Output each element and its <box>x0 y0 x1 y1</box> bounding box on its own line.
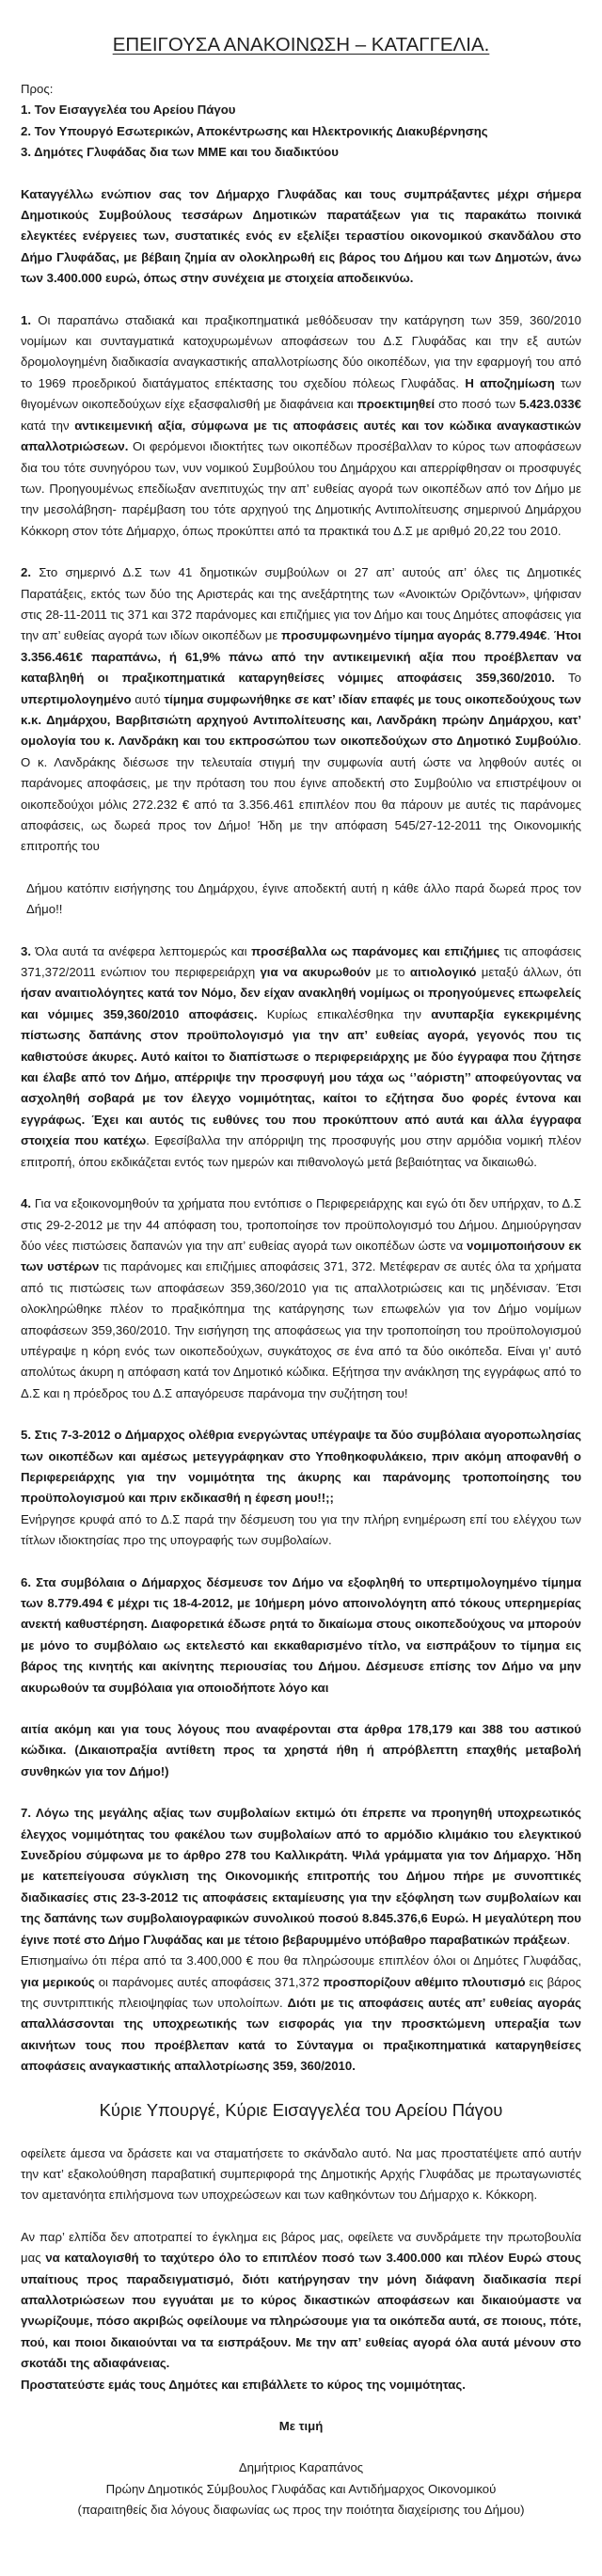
recipients-block <box>21 79 581 164</box>
bold-run: προεκτιμηθεί <box>356 397 436 412</box>
signer-role: Πρώην Δημοτικός Σύμβουλος Γλυφάδας και Αντιδήμαρχος Οικονομικού <box>105 2481 497 2496</box>
bold-run: 6. Στα συμβόλαια ο Δήμαρχος δέσμευσε τον Δήμο να εξοφληθή το υπερτιμολογημένο τίμημα των 8.779.494 € μέχρι τις 18-4-2012, με 10ήμερη μόνο αποινολόγητη από τόκους υπερημερίας ανεκτή καθυστέρηση. Διαφορετικά έδωσε ρητά το δικαίωμα στους οικοπεδούχους να μπορούν με μόνο το συμβόλαιο ως εκτελεστό και εκκαθαρισμένο τίτλο, να εισπράξουν το τίμημα εις βάρος της κινητής και ακίνητης περιουσίας του Δήμου. <box>21 1574 581 1674</box>
bold-run: να καταλογισθή το ταχύτερο όλο το επιπλέον ποσό των 3.400.000 και πλέον Ευρώ στους υπαίτιους προς παραδειγματισμό, διότι κατήργησαν την μόνη διάφανη διαδικασία περί απαλλοτριώσεων που εγγυάται με το κύρος δικαστικών αποφάσεων και δικαιούμαστε να γνωρίζουμε, πόσο ακριβώς οφείλουμε να πληρώσουμε για τα οικόπεδα αυτά, σε ποιους, πότε, πού, και ποιοι δικαιούνται να τα εισπράξουν. Με την απ’ ευθείας αγορά όλα αυτά μένουν στο σκοτάδι της αδιαφάνειας. <box>21 2251 581 2371</box>
paragraph-5-note: Ενήργησε κρυφά από το Δ.Σ παρά την δέσμευση του για την πλήρη ενημέρωση επί του ελέγχου των τίτλων ιδιοκτησίας προ της υπογραφής των συμβολαίων. <box>21 1511 581 1548</box>
text-run: Οι παραπάνω σταδιακά και πραξικοπηματικά μεθόδευσαν την κατάργηση των 359, 360/2010 νομίμων και συνταγματικά κατοχυρωμένων αποφάσεων του Δ.Σ Γλυφάδας και την εξ αυτών δρομολογημένη διαδικασία αναγκαστικής απαλλοτρίωσης δύο οικοπέδων, για την εφαρμογή του από το 1969 προεδρικού διατάγματος επέκτασης του σχεδίου πόλεως Γλυφάδας. <box>21 312 581 390</box>
text-run: κατά την <box>21 418 75 433</box>
closing-plea <box>21 2375 581 2395</box>
bold-run: για μερικούς <box>21 1974 95 1989</box>
paragraph-8: οφείλετε άμεσα να δράσετε και να σταματήσετε το σκάνδαλο αυτό. Να μας προστατέψετε από αυτήν την κατ’ εξακολούθηση παραβατική συμπεριφορά της Δημοτικής Αρχής Γλυφάδας με πρωταγωνιστές τον αμετανόητα επιλήσμονα των υποχρεώσεων και των καθηκόντων του Δήμαρχο κ. Κόκκορη. <box>21 2145 581 2203</box>
paragraph-number: 3. <box>21 943 31 958</box>
recipients-label: Προς: <box>21 82 54 96</box>
bold-run: ανυπαρξία εγκεκριμένης πίστωσης δαπάνης στον προϋπολογισμό για την απ’ ευθείας αγορά, γεγονός που τις καθιστούσε άκυρες. Αυτό καίτοι το διαπίστωσε ο περιφερειάρχης με δύο έγγραφα που ζήτησε και έλαβε από τον Δήμο, απέρριψε την προσφυγή μου τάχα ως ‘’αόριστη’’ αποφεύγοντας να ασχοληθή σοβαρά με τον έλεγχο νομιμότητας, καίτοι το εζήτησα δυο φορές έντονα και εγγράφως. Έχει και αυτός τις ευθύνες του που προκύπτουν από αυτά και άλλα έγγραφα στοιχεία που κατέχω <box>21 1006 581 1148</box>
paragraph-2-continued: Δήμου κατόπιν εισήγησης του Δημάρχου, έγινε αποδεκτή αυτή η κάθε άλλο παρά δωρεά προς τον Δήμο!! <box>26 880 581 917</box>
intro-paragraph <box>21 184 581 290</box>
text-run: μεταξύ άλλων, ότι <box>476 965 581 980</box>
bold-run: προσέβαλλα ως παράνομες και επιζήμιες <box>251 943 500 958</box>
text-run: εις βάρος της συντριπτικής πλειοψηφίας των υπολοίπων. <box>21 1974 581 2010</box>
bold-run: Δέσμευσε επίσης τον Δήμο να μην ακυρωθούν τα συμβόλαια για οποιοδήποτε λόγο και <box>21 1659 581 1695</box>
text-run: των θιγομένων οικοπεδούχων είχε εξασφαλισθή με διαφάνεια και <box>21 375 582 412</box>
signature-block <box>21 2416 581 2521</box>
document-title: ΕΠΕΙΓΟΥΣΑ ΑΝΑΚΟΙΝΩΣΗ – ΚΑΤΑΓΓΕΛΙΑ. <box>112 34 490 55</box>
paragraph-number: 2. <box>21 565 31 580</box>
recipient-item: 1. Τον Εισαγγελέα του Αρείου Πάγου <box>21 103 236 118</box>
bold-run: αιτιολογικό <box>409 965 477 980</box>
text-run: τις παράνομες και επιζήμιες αποφάσεις 371, 372. Μετέφεραν σε αυτές όλα τα χρήματα από τις πιστώσεις των αποφάσεων 359,360/2010 για τις απαλλοτριώσεις και τις μηδένισαν. Έτσι ολοκληρώθηκε πλέον το πραξικόπημα της κατάργησης των επωφελών για τον Δήμο νομίμων αποφάσεων 359,360/2010. Την εισήγηση της αποφάσεως για την τροποποίηση του προϋπολογισμού υπέγραψε η κόρη ενός των οικοπεδούχων, συγκάτοχος σε ένα από τα δύο οικόπεδα. Είναι γι’ αυτό απολύτως άκυρη η απόφαση κατά τον Δημοτικό κώδικα. Εξήτησα την ανάκληση της εγγράφως από το Δ.Σ και η πρόεδρος του Δ.Σ απαγόρευσε παράνομα την συζήτηση του! <box>21 1259 581 1400</box>
text-run: Κυρίως επικαλέσθηκα την <box>257 1006 432 1021</box>
text-run: στο ποσό των <box>435 397 519 412</box>
text-run: Οι φερόμενοι ιδιοκτήτες των οικοπέδων προσέβαλλαν το κύρος των αποφάσεων δια του τότε συνηγόρου των, νυν νομικού Συμβούλου του Δημάρχου και απερρίφθησαν οι προσφυγές των. Προηγουμένως επεδίωξαν ανεπιτυχώς την απ’ ευθείας αγορά των οικοπέδων από τον Δήμο με την μεσολάβηση- παρέμβαση του τότε αρχηγού της Δημοτικής Αντιπολίτευσης σημερινού Δημάρχου Κόκκορη στον τότε Δήμαρχο, όπως προκύπτει από τα πρακτικά του Δ.Σ με αριθμό 20,22 του 2010. <box>21 439 581 538</box>
paragraph-number: 1. <box>21 312 31 327</box>
text-run: Το <box>554 671 581 686</box>
bold-run: για να ακυρωθούν <box>260 965 372 980</box>
paragraph-4 <box>21 1193 581 1404</box>
bold-run: ήσαν αναιτιολόγητες κατά τον Νόμο, δεν είχαν ανακληθή νομίμως οι προηγούμενες επωφελείς και νόμιμες 359,360/2010 αποφάσεις. <box>21 986 581 1021</box>
bold-run: 5.423.033€ <box>518 397 581 412</box>
bold-run: Η αποζημίωση <box>465 375 555 390</box>
text-run: . Εφεσίβαλλα την απόρριψη της προσφυγής μου στην αρμόδια νομική πλέον επιτροπή, όπου εκδικάζεται εντός των ημερών και πιθανολογώ μετά βεβαιότητας να δικαιωθώ. <box>21 1133 582 1169</box>
paragraph-7-note <box>21 1951 581 2077</box>
text-run: Στο σημερινό Δ.Σ των 41 δημοτικών συμβούλων οι 27 απ’ αυτούς απ’ όλες τις Δημοτικές Παρατάξεις, εκτός των δύο της Αριστεράς και της ανεξάρτητης των «Ανοικτών Οριζόντων», ψήφισαν στις 28-11-2011 τις 371 και 372 παράνομες και επιζήμιες για τον Δήμο και τους Δημότες αποφάσεις για την απ’ ευθείας αγορά των ιδίων οικοπέδων με <box>21 565 581 643</box>
recipient-item: 2. Τον Υπουργό Εσωτερικών, Αποκέντρωσης και Ηλεκτρονικής Διακυβέρνησης <box>21 123 488 138</box>
signature-closing: Με τιμή <box>278 2419 324 2433</box>
paragraph-9 <box>21 2227 581 2375</box>
paragraph-2 <box>21 562 581 858</box>
text-run: . <box>566 1932 571 1947</box>
text-run: Επισημαίνω ότι πέρα από τα 3.400,000 € που θα πληρώσουμε επιπλέον όλοι οι Δημότες Γλυφάδας, <box>21 1953 581 1968</box>
paragraph-6-continued <box>21 1719 581 1782</box>
bold-run: νομιμοποιήσουν εκ των υστέρων <box>21 1238 581 1274</box>
bold-run: τίμημα συμφωνήθηκε σε κατ’ ιδίαν επαφές με τους οικοπεδούχους των κ.κ. Δημάρχου, Βαρβιτσιώτη αρχηγού Αντιπολίτευσης και, Λανδράκη πρώην Δημάρχου, κατ’ ομολογία του κ. Λανδράκη και του εκπροσώπου των οικοπεδούχων στο Δημοτικό Συμβούλιο <box>21 691 581 749</box>
bold-run: 7. Λόγω της μεγάλης αξίας των συμβολαίων εκτιμώ ότι έπρεπε να προηγηθή υποχρεωτικός έλεγχος νομιμότητας του φακέλου των συμβολαίων από το αρμόδιο κλιμάκιο του ελεγκτικού Συνεδρίου σύμφωνα με το άρθρο 278 του Καλλικράτη. Ψιλά γράμματα για τον Δήμαρχο. Ήδη με κατεπείγουσα σύγκλιση της Οικονομικής επιτροπής του Δήμου πήρε με συνοπτικές διαδικασίες στις 23-3-2012 τις αποφάσεις εκταμίευσης για την εξόφληση των συμβολαίων και της δαπάνης των συμβολαιογραφικών συνολικού ποσού 8.845.376,6 Ευρώ. Η μεγαλύτερη που έγινε ποτέ στο Δήμο Γλυφάδας και με τέτοιο βεβαρυμμένο υπόβαθρο παραβατικών πράξεων <box>21 1806 581 1947</box>
bold-run: Προστατεύστε εμάς τους Δημότες και επιβάλλετε το κύρος της νομιμότητας. <box>21 2377 466 2392</box>
address-heading: Κύριε Υπουργέ, Κύριε Εισαγγελέα του Αρείου Πάγου <box>99 2099 503 2120</box>
bold-run: προσυμφωνημένο τίμημα αγοράς 8.779.494€ <box>281 628 547 643</box>
signer-name: Δημήτριος Καραπάνος <box>238 2460 364 2475</box>
text-run: Για να εξοικονομηθούν τα χρήματα που εντόπισε ο Περιφερειάρχης και εγώ ότι δεν υπήρχαν, το Δ.Σ στις 29-2-2012 με την 44 απόφαση του, τροποποίησε τον προϋπολογισμό του Δήμου. Δημιούργησαν δύο νέες πιστώσεις δαπανών για την απ’ ευθείας αγορά των οικοπέδων ώστε να <box>21 1196 581 1253</box>
signer-note: (παραιτηθείς δια λόγους διαφωνίας ως προς την ποιότητα διαχείρισης του Δήμου) <box>77 2503 525 2518</box>
bold-run: αιτία ακόμη και για τους λόγους που αναφέρονται στα άρθρα 178,179 και 388 του αστικού κώδικα. (Δικαιοπραξία αντίθετη προς τα χρηστά ήθη ή απρόβλεπτη επαχθής μεταβολή συνθηκών για τον Δήμο!) <box>21 1722 581 1778</box>
bold-run: Ήτοι 3.356.461€ παραπάνω, ή 61,9% πάνω από την αντικειμενική αξία που προέβλεπαν να καταβληθή οι πραξικοπηματικά καταργηθείσες νόμιμες αποφάσεις 359,360/2010. <box>21 628 581 686</box>
paragraph-1 <box>21 310 581 542</box>
bold-run: προσπορίζουν αθέμιτο πλουτισμό <box>323 1974 526 1989</box>
intro-text: Καταγγέλλω ενώπιον σας τον Δήμαρχο Γλυφάδας και τους συμπράξαντες μέχρι σήμερα Δημοτικούς Συμβούλους τεσσάρων Δημοτικών παρατάξεων για τις παρακάτω ποινικά ελεγκτέες ενέργειες των, συστατικές ενός εν εξελίξει τεραστίου οικονομικού σκανδάλου στο Δήμο Γλυφάδας, με βέβαιη ζημία αν ολοκληρωθή εις βάρος του Δήμου και των Δημοτών, άνω των 3.400.000 ευρώ, όπως στην συνέχεια με στοιχεία αποδεικνύω. <box>21 186 581 286</box>
paragraph-number: 4. <box>21 1196 31 1211</box>
recipient-item: 3. Δημότες Γλυφάδας δια των ΜΜΕ και του διαδικτύου <box>21 145 339 160</box>
text-run: . Ο κ. Λανδράκης διέσωσε την τελευταία στιγμή την συμφωνία αυτή ώστε να ληφθούν αυτές οι παράνομες αποφάσεις, με την πρόταση του που έγινε αποδεκτή στο Συμβούλιο να επιστρέψουν οι οικοπεδούχοι μόλις 272.232 € από τα 3.356.461 επιπλέον που θα πάρουν με αυτές τις παράνομες αποφάσεις, ως δωρεά προς τον Δήμο! Ήδη με την απόφαση 545/27-12-2011 της Οικονομικής επιτροπής του <box>21 734 581 854</box>
paragraph-3 <box>21 941 581 1173</box>
paragraph-7 <box>21 1803 581 1951</box>
bold-run: Διότι με τις αποφάσεις αυτές απ’ ευθείας αγοράς απαλλάσσονται της υποχρεωτικής των εισφοράς για την προσκτώμενη υπεραξία των ακινήτων τους που προέβλεπαν κατά το Σύνταγμα οι πραξικοπηματικά καταργηθείσες αποφάσεις αναγκαστικής απαλλοτρίωσης 359, 360/2010. <box>21 1995 581 2074</box>
text-run: οι παράνομες αυτές αποφάσεις 371,372 <box>94 1974 324 1989</box>
bold-run: αντικειμενική αξία, σύμφωνα με τις αποφάσεις αυτές και τον κώδικα αναγκαστικών απαλλοτριώσεων. <box>21 418 581 454</box>
bold-run: 5. Στις 7-3-2012 ο Δήμαρχος ολέθρια ενεργώντας υπέγραψε τα δύο συμβόλαια αγοροπωλησίας των οικοπέδων και αμέσως μετεγγράφηκαν στο Υποθηκοφυλάκειο, πριν ακόμη αποφανθή ο Περιφερειάρχης για την νομιμότητα της άκυρης και παράνομης τροποποίησης του προϋπολογισμού και πριν εκδικασθή η έφεση μου!!;; <box>21 1428 581 1506</box>
bold-run: υπερτιμολογημένο <box>21 691 132 706</box>
text-run: τις αποφάσεις 371,372/2011 ενώπιον του περιφερειάρχη <box>21 943 581 980</box>
text-run: με το <box>371 965 410 980</box>
paragraph-6 <box>21 1572 581 1699</box>
text-run: αυτό <box>131 691 165 706</box>
paragraph-5 <box>21 1425 581 1509</box>
text-run: . <box>547 628 554 643</box>
text-run: Αν παρ’ ελπίδα δεν αποτραπεί το έγκλημα εις βάρος μας, οφείλετε να συνδράμετε την πρωτοβουλία μας <box>21 2229 581 2266</box>
text-run: Όλα αυτά τα ανέφερα λεπτομερώς και <box>31 943 252 958</box>
